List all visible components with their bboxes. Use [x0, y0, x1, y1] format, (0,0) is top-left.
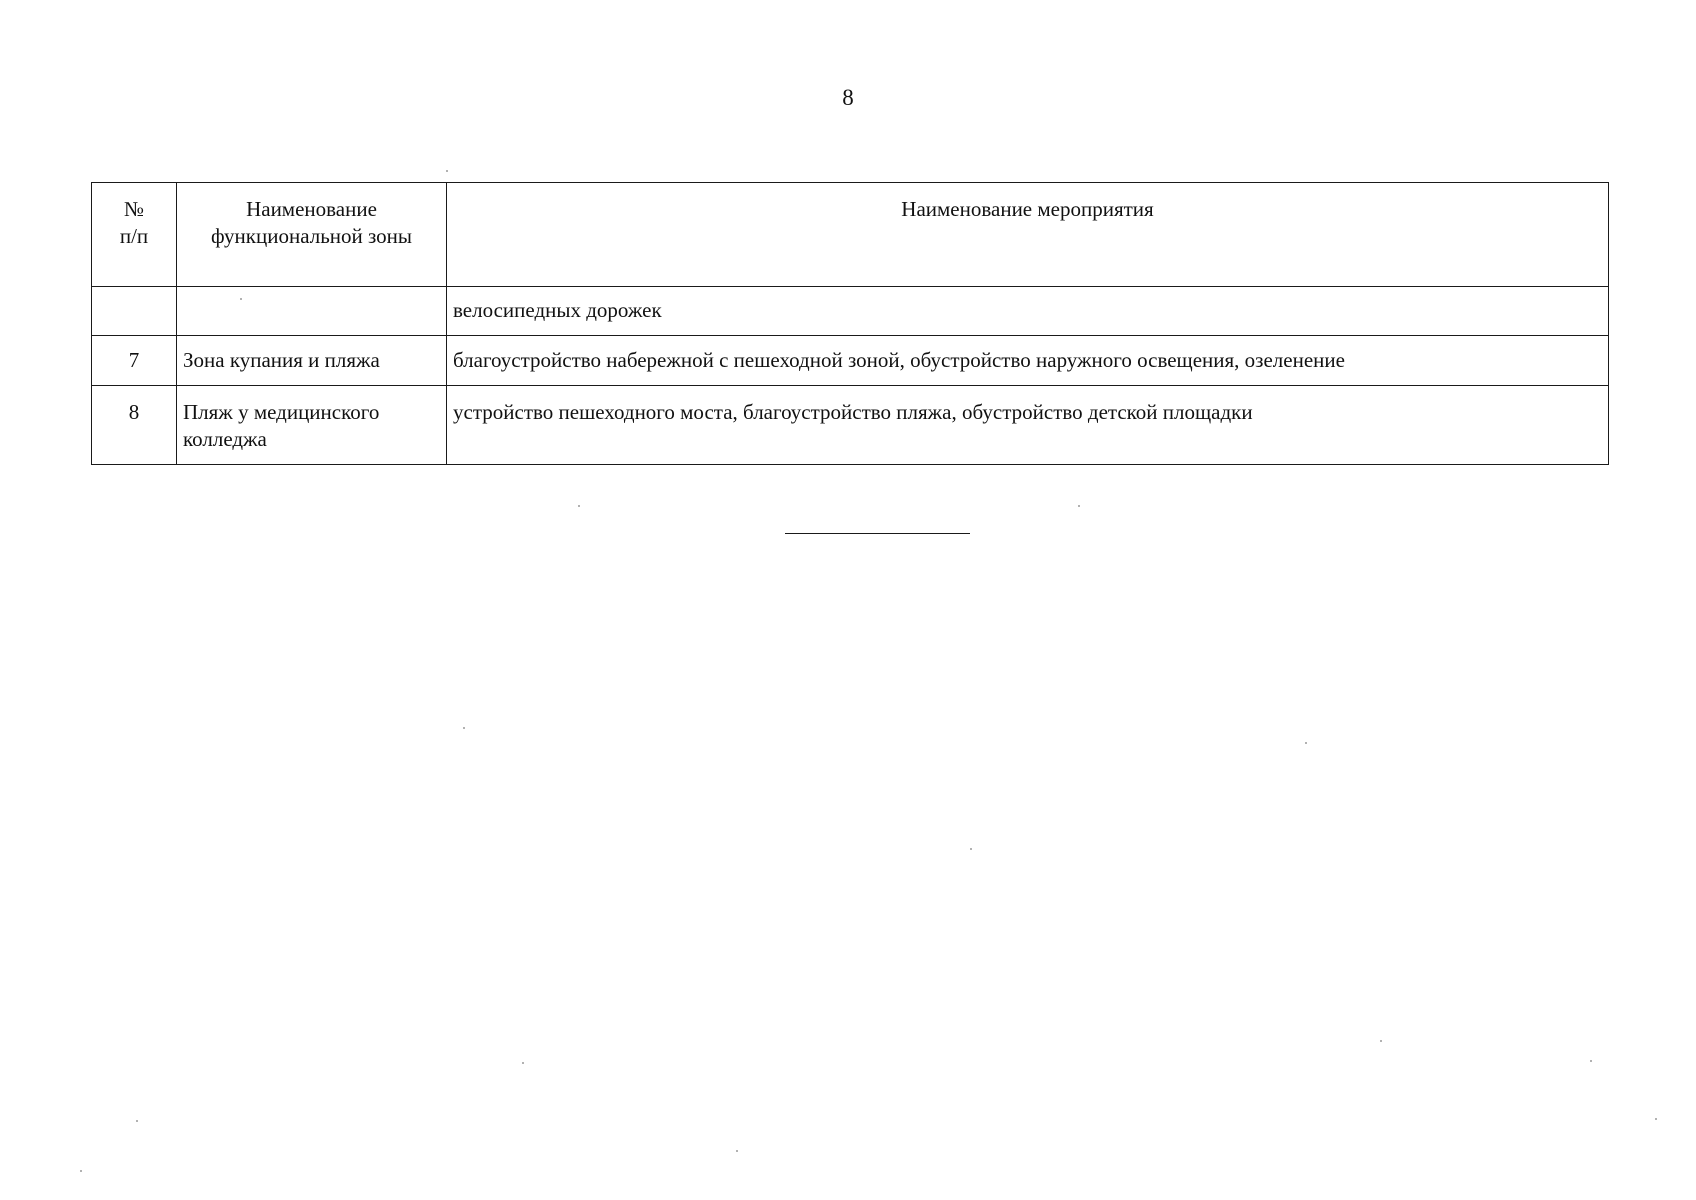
scan-speck: [970, 848, 972, 850]
scan-speck: [1380, 1040, 1382, 1042]
page-number: 8: [842, 85, 854, 110]
scan-speck: [1078, 505, 1080, 507]
scan-speck: [80, 1170, 82, 1172]
scan-speck: [446, 170, 448, 172]
table-row: [92, 336, 1609, 386]
scan-speck: [1655, 1118, 1657, 1120]
end-of-document-rule: [785, 533, 970, 534]
scan-speck: [136, 1120, 138, 1122]
measures-table: [91, 182, 1609, 465]
row-number: 8: [92, 386, 177, 465]
row-zone: Пляж у медицинского колледжа: [177, 386, 447, 465]
scan-speck: [1590, 1060, 1592, 1062]
scan-speck: [736, 1150, 738, 1152]
table-row: [92, 287, 1609, 336]
row-measure: устройство пешеходного моста, благоустройство пляжа, обустройство детской площадки: [447, 386, 1609, 465]
header-measure: Наименование мероприятия: [447, 183, 1609, 287]
scan-speck: [240, 298, 242, 300]
row-number: 7: [92, 336, 177, 386]
scan-speck: [463, 727, 465, 729]
scan-speck: [522, 1062, 524, 1064]
table-row: [92, 386, 1609, 465]
header-zone: Наименование функциональной зоны: [177, 183, 447, 287]
row-zone: [177, 287, 447, 336]
row-zone: Зона купания и пляжа: [177, 336, 447, 386]
scan-speck: [578, 505, 580, 507]
row-measure: велосипедных дорожек: [447, 287, 1609, 336]
row-number: [92, 287, 177, 336]
header-number: № п/п: [92, 183, 177, 287]
row-measure: благоустройство набережной с пешеходной зоной, обустройство наружного освещения, озеленение: [447, 336, 1609, 386]
scan-speck: [1305, 742, 1307, 744]
table-header-row: [92, 183, 1609, 287]
